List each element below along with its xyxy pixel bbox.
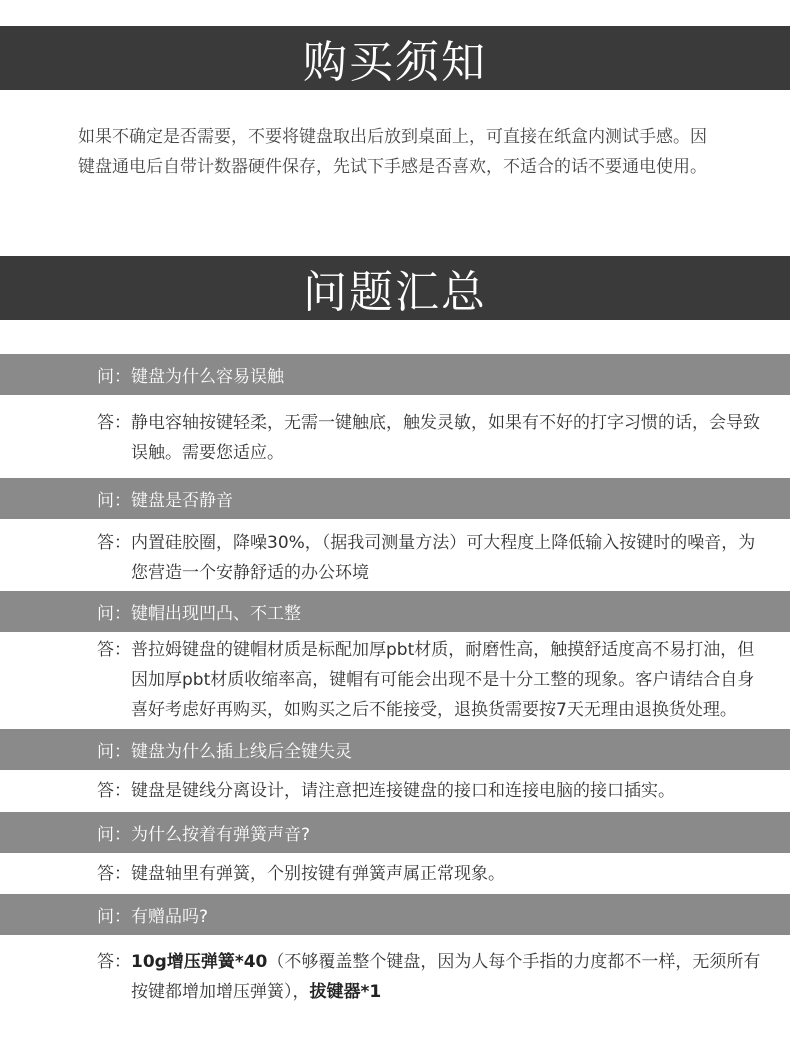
question-prefix: 问： — [97, 491, 131, 511]
faq-question-1 — [0, 354, 790, 395]
answer-text: 键盘轴里有弹簧，个别按键有弹簧声属正常现象。 — [131, 864, 505, 884]
question-prefix: 问： — [97, 907, 131, 927]
question-prefix: 问： — [97, 742, 131, 762]
notice-banner — [0, 26, 790, 90]
faq-title: 问题汇总 — [303, 267, 487, 318]
answer-prefix: 答： — [97, 781, 131, 801]
notice-title: 购买须知 — [303, 37, 487, 88]
faq-question-3 — [0, 591, 790, 632]
answer-prefix: 答： — [97, 952, 131, 972]
question-text: 有赠品吗? — [131, 907, 209, 927]
answer-text: 普拉姆键盘的键帽材质是标配加厚pbt材质，耐磨性高，触摸舒适度高不易打油，但因加厚pbt材质收缩率高，键帽有可能会出现不是十分工整的现象。客户请结合自身喜好考虑好再购买，如购买之后不能接受，退换货需要按7天无理由退换货处理。 — [131, 640, 755, 720]
faq-answer-2 — [0, 528, 790, 588]
faq-question-2 — [0, 478, 790, 519]
faq-question-5 — [0, 812, 790, 853]
answer-text — [131, 947, 770, 1007]
question-prefix: 问： — [97, 825, 131, 845]
faq-answer-1 — [0, 408, 790, 468]
faq-question-4 — [0, 729, 790, 770]
answer-prefix: 答： — [97, 864, 131, 884]
faq-answer-4 — [0, 776, 790, 806]
answer-text: 键盘是键线分离设计，请注意把连接键盘的接口和连接电脑的接口插实。 — [131, 781, 675, 801]
answer-prefix: 答： — [97, 640, 131, 660]
answer-text: 内置硅胶圈，降噪30%，（据我司测量方法）可大程度上降低输入按键时的噪音，为您营造一个安静舒适的办公环境 — [131, 533, 756, 583]
gift-springs: 10g增压弹簧*40 — [131, 952, 268, 972]
question-text: 为什么按着有弹簧声音? — [131, 825, 311, 845]
answer-prefix: 答： — [97, 533, 131, 553]
faq-question-6 — [0, 894, 790, 935]
answer-prefix: 答： — [97, 413, 131, 433]
faq-list — [0, 354, 790, 1007]
gift-keycap-puller: 拔键器*1 — [309, 982, 382, 1002]
question-prefix: 问： — [97, 367, 131, 387]
faq-answer-5 — [0, 859, 790, 889]
question-prefix: 问： — [97, 604, 131, 624]
answer-text: 静电容轴按键轻柔，无需一键触底，触发灵敏，如果有不好的打字习惯的话，会导致误触。需要您适应。 — [131, 413, 760, 463]
faq-answer-6 — [0, 947, 790, 1007]
question-text: 键盘是否静音 — [131, 491, 233, 511]
faq-answer-3 — [0, 635, 790, 725]
notice-text: 如果不确定是否需要，不要将键盘取出后放到桌面上，可直接在纸盒内测试手感。因键盘通电后自带计数器硬件保存，先试下手感是否喜欢，不适合的话不要通电使用。 — [78, 127, 707, 177]
gift-note: （不够覆盖整个键盘，因为人每个手指的力度都不一样，无须所有按键都增加增压弹簧）， — [131, 952, 761, 1002]
question-text: 键盘为什么容易误触 — [131, 367, 284, 387]
faq-banner — [0, 256, 790, 320]
question-text: 键帽出现凹凸、不工整 — [131, 604, 301, 624]
question-text: 键盘为什么插上线后全键失灵 — [131, 742, 352, 762]
